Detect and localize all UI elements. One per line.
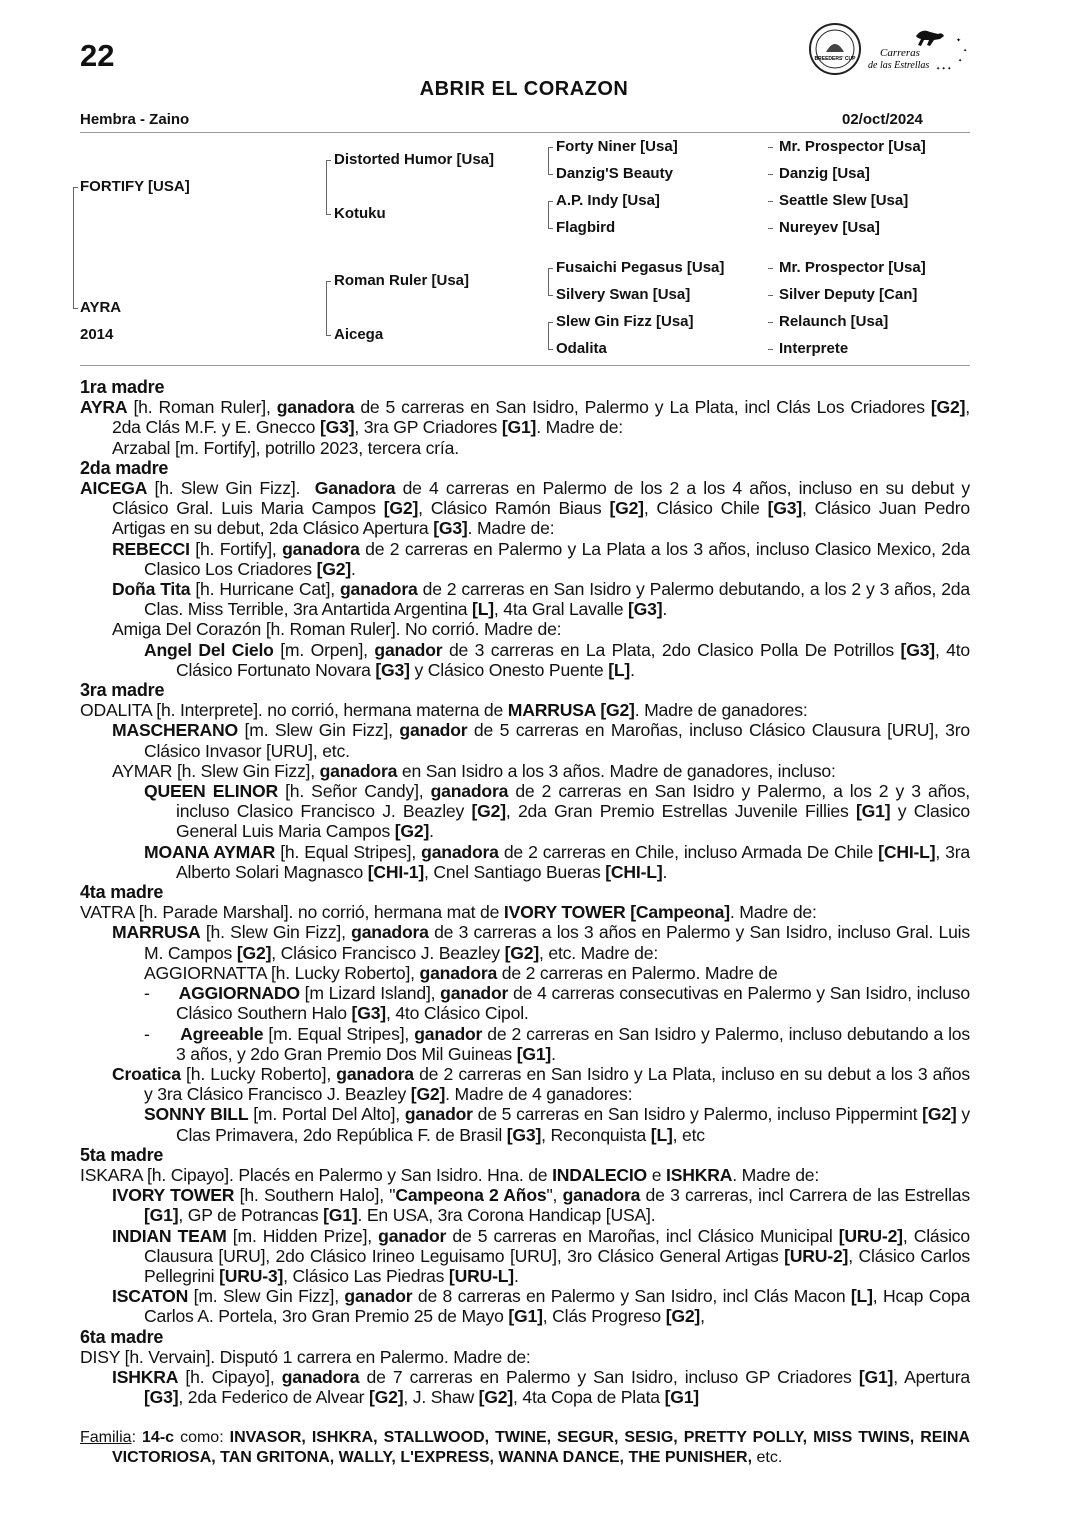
section-heading-3: 3ra madre	[80, 680, 165, 701]
section-heading-1: 1ra madre	[80, 377, 165, 397]
pedigree-top-rule	[80, 132, 970, 133]
report-date: 02/oct/2024	[842, 111, 923, 128]
svg-text:✦: ✦	[958, 58, 963, 64]
pedigree-gen3-3: A.P. Indy [Usa]	[556, 192, 660, 209]
svg-text:✦ ✦ ✦: ✦ ✦ ✦	[936, 66, 952, 72]
pedigree-bottom-rule	[80, 365, 970, 366]
pedigree-gen3-4: Flagbird	[556, 219, 616, 236]
svg-text:✦: ✦	[963, 48, 968, 54]
produce-entry: Angel Del Cielo [m. Orpen], ganador de 3 carreras en La Plata, 2do Clasico Polla De Potrillos [G3], 4to Clásico Fortunato Novara [G3] y Clásico Onesto Puente [L].	[144, 639, 971, 680]
dam-6-entry: DISY [h. Vervain]. Disputó 1 carrera en Palermo. Madre de:	[80, 1346, 531, 1367]
pedigree-gen4-3: Seattle Slew [Usa]	[779, 192, 909, 209]
dam-4-entry: VATRA [h. Parade Marshal]. no corrió, hermana mat de IVORY TOWER [Campeona]. Madre de:	[80, 902, 817, 923]
sex-color: Hembra - Zaino	[80, 111, 190, 128]
pedigree-gen4-7: Relaunch [Usa]	[779, 313, 889, 330]
produce-entry: - AGGIORNADO [m Lizard Island], ganador de 4 carreras consecutivas en Palermo y San Isidro, incluso Clásico Southern Halo [G3], 4to Clásico Cipol.	[144, 983, 970, 1024]
section-heading-5: 5ta madre	[80, 1144, 164, 1165]
dam-2-entry: AICEGA [h. Slew Gin Fizz]. Ganadora de 4 carreras en Palermo de los 2 a los 4 años, incluso en su debut y Clásico Gral. Luis Maria Campos [G2], Clásico Ramón Biaus [G2], Clásico Chile [G3], Clásico Juan Pedro Artigas en su debut, 2da Clásico Apertura [G3]. Madre de:	[80, 478, 971, 539]
family-code: 14-c	[142, 1429, 175, 1446]
family-label: Familia	[80, 1429, 132, 1446]
dam-1-entry: AYRA [h. Roman Ruler], ganadora de 5 carreras en San Isidro, Palermo y La Plata, incl Clás Los Criadores [G2], 2da Clás M.F. y E. Gnecco [G3], 3ra GP Criadores [G1]. Madre de:	[80, 397, 970, 438]
pedigree-gen3-2: Danzig'S Beauty	[556, 165, 673, 182]
family-names: INVASOR, ISHKRA, STALLWOOD, TWINE, SEGUR, SESIG, PRETTY POLLY, MISS TWINS, REINA VICTORIOSA, TAN GRITONA, WALLY, L'EXPRESS, WANNA DANCE, THE PUNISHER,	[112, 1429, 971, 1466]
produce-entry: MOANA AYMAR [h. Equal Stripes], ganadora de 2 carreras en Chile, incluso Armada De Chile [CHI-L], 3ra Alberto Solari Magnasco [CHI-1], Cnel Santiago Bueras [CHI-L].	[144, 841, 970, 882]
svg-text:✦: ✦	[956, 38, 962, 44]
breeders-cup-logo-icon	[810, 24, 860, 74]
section-heading-2: 2da madre	[80, 457, 169, 478]
pedigree-gen3-8: Odalita	[556, 340, 607, 357]
produce-entry: MARRUSA [h. Slew Gin Fizz], ganadora de 3 carreras a los 3 años en Palermo y San Isidro, incluso Gral. Luis M. Campos [G2], Clásico Francisco J. Beazley [G2], etc. Madre de:	[112, 922, 970, 963]
dam-year: 2014	[80, 326, 114, 343]
pedigree-gen4-2: Danzig [Usa]	[779, 165, 870, 182]
produce-entry: ISHKRA [h. Cipayo], ganadora de 7 carreras en Palermo y San Isidro, incluso GP Criadores [G1], Apertura [G3], 2da Federico de Alvear [G2], J. Shaw [G2], 4ta Copa de Plata [G1]	[112, 1366, 970, 1408]
produce-entry: ISCATON [m. Slew Gin Fizz], ganador de 8 carreras en Palermo y San Isidro, incl Clás Macon [L], Hcap Copa Carlos A. Portela, 3ro Gran Premio 25 de Mayo [G1], Clás Progreso [G2],	[112, 1286, 970, 1327]
pedigree-gen2-3: Roman Ruler [Usa]	[334, 272, 470, 289]
pedigree-gen4-8: Interprete	[779, 340, 849, 357]
pedigree-gen4-5: Mr. Prospector [Usa]	[779, 259, 926, 276]
sponsor-logos	[808, 22, 973, 80]
section-heading-6: 6ta madre	[80, 1326, 164, 1347]
produce-entry: AYMAR [h. Slew Gin Fizz], ganadora en San Isidro a los 3 años. Madre de ganadores, incluso:	[112, 760, 836, 781]
family-tail: etc.	[756, 1449, 783, 1466]
dam: AYRA	[80, 299, 122, 316]
produce-entry: MASCHERANO [m. Slew Gin Fizz], ganador de 5 carreras en Maroñas, incluso Clásico Clausura [URU], 3ro Clásico Invasor [URU], etc.	[112, 720, 970, 761]
family-note: Familia: 14-c como: INVASOR, ISHKRA, STALLWOOD, TWINE, SEGUR, SESIG, PRETTY POLLY, MISS TWINS, REINA VICTORIOSA, TAN GRITONA, WALLY, L'EXPRESS, WANNA DANCE, THE PUNISHER, etc.	[80, 1429, 971, 1466]
produce-entry: REBECCI [h. Fortify], ganadora de 2 carreras en Palermo y La Plata a los 3 años, incluso Clasico Mexico, 2da Clasico Los Criadores [G2].	[112, 538, 971, 579]
pedigree-gen3-5: Fusaichi Pegasus [Usa]	[556, 259, 725, 276]
produce-entry: INDIAN TEAM [m. Hidden Prize], ganador de 5 carreras en Maroñas, incl Clásico Municipal [URU-2], Clásico Clausura [URU], 2do Clásico Irineo Leguisamo [URU], 3ro Clásico General Artigas [URU-2], Clásico Carlos Pellegrini [URU-3], Clásico Las Piedras [URU-L].	[112, 1225, 971, 1286]
produce-entry: IVORY TOWER [h. Southern Halo], "Campeona 2 Años", ganadora de 3 carreras, incl Carrera de las Estrellas [G1], GP de Potrancas [G1]. En USA, 3ra Corona Handicap [USA].	[112, 1185, 970, 1226]
sire: FORTIFY [USA]	[80, 178, 190, 195]
family-connector: como:	[180, 1429, 224, 1446]
carreras-estrellas-logo-icon	[868, 31, 967, 72]
produce-entry: QUEEN ELINOR [h. Señor Candy], ganadora de 2 carreras en San Isidro y Palermo, a los 2 y 3 años, incluso Clasico Francisco J. Beazley [G2], 2da Gran Premio Estrellas Juvenile Fillies [G1] y Clasico General Luis Maria Campos [G2].	[144, 781, 971, 842]
produce-entry: SONNY BILL [m. Portal Del Alto], ganador de 5 carreras en San Isidro y Palermo, incluso Pippermint [G2] y Clas Primavera, 2do República F. de Brasil [G3], Reconquista [L], etc	[144, 1104, 970, 1145]
dam-3-entry: ODALITA [h. Interprete]. no corrió, hermana materna de MARRUSA [G2]. Madre de ganadores:	[80, 700, 808, 721]
dam-5-entry: ISKARA [h. Cipayo]. Placés en Palermo y San Isidro. Hna. de INDALECIO e ISHKRA. Madre de:	[80, 1164, 820, 1185]
produce-entry: Croatica [h. Lucky Roberto], ganadora de 2 carreras en San Isidro y La Plata, incluso en su debut a los 3 años y 3ra Clásico Francisco J. Beazley [G2]. Madre de 4 ganadores:	[112, 1063, 970, 1105]
pedigree-gen4-6: Silver Deputy [Can]	[779, 286, 918, 303]
logo-2-line1: Carreras	[880, 47, 920, 59]
lot-number: 22	[80, 38, 115, 73]
produce-entry: Amiga Del Corazón [h. Roman Ruler]. No corrió. Madre de:	[112, 619, 562, 640]
pedigree-gen4-1: Mr. Prospector [Usa]	[779, 138, 926, 155]
produce-record	[80, 377, 970, 1407]
produce-entry: Arzabal [m. Fortify], potrillo 2023, tercera cría.	[112, 437, 459, 458]
pedigree-gen4-4: Nureyev [Usa]	[779, 219, 880, 236]
produce-entry: AGGIORNATTA [h. Lucky Roberto], ganadora de 2 carreras en Palermo. Madre de	[144, 962, 778, 983]
pedigree-gen3-1: Forty Niner [Usa]	[556, 138, 678, 155]
horse-name: ABRIR EL CORAZON	[419, 78, 629, 100]
pedigree-gen2-1: Distorted Humor [Usa]	[334, 151, 495, 168]
logo-1-text: BREEDERS' CUP	[814, 56, 856, 62]
pedigree-gen3-7: Slew Gin Fizz [Usa]	[556, 313, 694, 330]
pedigree-gen2-2: Kotuku	[334, 205, 386, 222]
pedigree-gen3-6: Silvery Swan [Usa]	[556, 286, 691, 303]
produce-entry: - Agreeable [m. Equal Stripes], ganador de 2 carreras en San Isidro y Palermo, incluso debutando a los 3 años, y 2do Gran Premio Dos Mil Guineas [G1].	[144, 1023, 970, 1064]
pedigree-gen2-4: Aicega	[334, 326, 384, 343]
logo-2-line2: de las Estrellas	[868, 60, 930, 71]
produce-entry: Doña Tita [h. Hurricane Cat], ganadora de 2 carreras en San Isidro y Palermo debutando, a los 2 y 3 años, 2da Clas. Miss Terrible, 3ra Antartida Argentina [L], 4ta Gral Lavalle [G3].	[112, 579, 970, 620]
section-heading-4: 4ta madre	[80, 882, 164, 903]
